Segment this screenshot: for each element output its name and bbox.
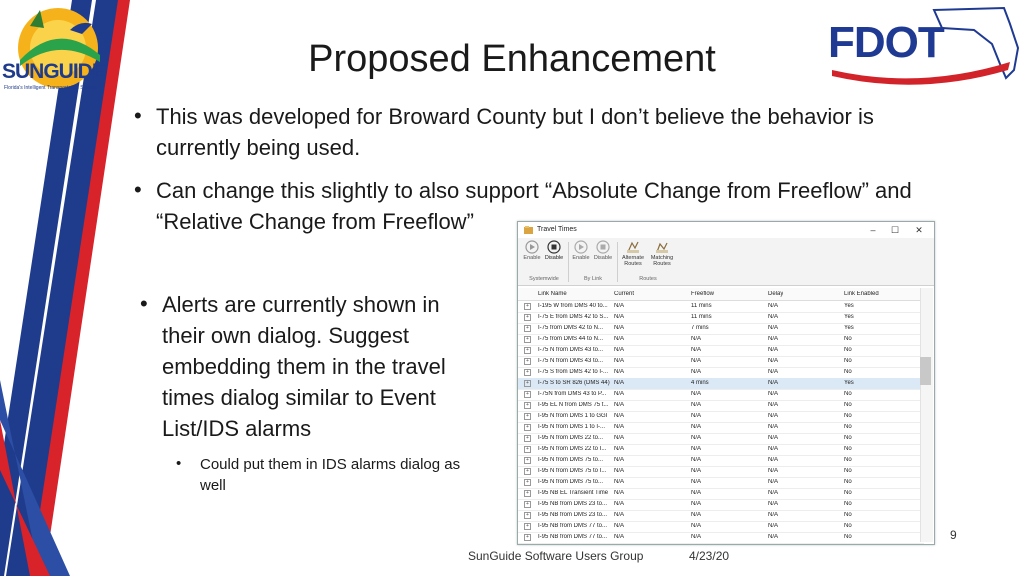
table-cell: I-75 N from DMS 43 to...: [538, 347, 604, 353]
table-cell: N/A: [691, 369, 702, 375]
expand-row-icon[interactable]: +: [524, 402, 531, 409]
table-cell: N/A: [614, 369, 625, 375]
table-cell: I-75 S to SR 826 (DMS 44): [538, 380, 610, 386]
table-cell: N/A: [691, 534, 702, 540]
table-cell: I-75 from DMS 42 to N...: [538, 325, 604, 331]
table-cell: No: [844, 391, 852, 397]
table-cell: N/A: [768, 534, 779, 540]
expand-row-icon[interactable]: +: [524, 369, 531, 376]
scrollbar-thumb[interactable]: [920, 357, 931, 385]
sunguide-logo-tagline: Florida's Intelligent Transportation System: [4, 85, 97, 91]
bullet-3: [140, 289, 482, 444]
table-cell: N/A: [614, 314, 625, 320]
table-cell: No: [844, 523, 852, 529]
table-cell: N/A: [691, 435, 702, 441]
table-cell: I-95 NB from DMS 77 to...: [538, 523, 608, 529]
ribbon-separator: [617, 242, 618, 282]
table-cell: N/A: [614, 435, 625, 441]
table-cell: N/A: [768, 380, 779, 386]
table-cell: I-95 N from DMS 75 to I...: [538, 468, 607, 474]
table-cell: N/A: [614, 534, 625, 540]
table-cell: N/A: [691, 402, 702, 408]
ribbon-group-by-link: By Link: [583, 276, 603, 282]
stop-icon: [547, 240, 561, 254]
table-row[interactable]: [518, 532, 924, 544]
table-cell: N/A: [691, 490, 702, 496]
table-cell: N/A: [691, 446, 702, 452]
ribbon-group-routes: Routes: [639, 276, 657, 282]
play-icon: [525, 240, 539, 254]
maximize-button[interactable]: ☐: [890, 225, 900, 235]
table-cell: Yes: [844, 325, 854, 331]
table-cell: No: [844, 457, 852, 463]
table-cell: I-95 N from DMS 75 to...: [538, 479, 604, 485]
table-cell: N/A: [691, 424, 702, 430]
bullet-1-text: This was developed for Broward County but I don’t believe the behavior is currently being used.: [156, 104, 874, 160]
column-header-link-name[interactable]: Link Name: [538, 291, 567, 297]
column-header-current[interactable]: Current: [614, 291, 635, 297]
table-cell: No: [844, 468, 852, 474]
sub-bullet: [176, 454, 490, 496]
expand-row-icon[interactable]: +: [524, 523, 531, 530]
expand-row-icon[interactable]: +: [524, 413, 531, 420]
table-cell: N/A: [614, 512, 625, 518]
table-cell: N/A: [768, 402, 779, 408]
expand-row-icon[interactable]: +: [524, 358, 531, 365]
table-cell: I-75N from DMS 43 to P...: [538, 391, 607, 397]
table-cell: N/A: [768, 468, 779, 474]
page-number: 9: [950, 528, 957, 542]
table-cell: N/A: [768, 457, 779, 463]
table-cell: No: [844, 490, 852, 496]
table-cell: 7 mins: [691, 325, 709, 331]
table-cell: N/A: [614, 358, 625, 364]
bylink-enable-button[interactable]: [569, 240, 593, 261]
column-header-link-enabled[interactable]: Link Enabled: [844, 291, 879, 297]
routes-icon: [655, 240, 669, 254]
expand-row-icon[interactable]: +: [524, 336, 531, 343]
close-button[interactable]: ✕: [915, 225, 923, 235]
grid-scrollbar[interactable]: [920, 288, 933, 542]
table-cell: N/A: [614, 468, 625, 474]
ribbon-button-label: Disable: [593, 255, 613, 261]
table-cell: No: [844, 424, 852, 430]
expand-row-icon[interactable]: +: [524, 490, 531, 497]
sunguide-logo-text: SUNGUIDE: [2, 60, 105, 83]
table-cell: No: [844, 413, 852, 419]
expand-row-icon[interactable]: +: [524, 435, 531, 442]
column-header-freeflow[interactable]: Freeflow: [691, 291, 715, 297]
bullet-dot: •: [176, 455, 182, 472]
table-cell: N/A: [691, 501, 702, 507]
table-cell: N/A: [614, 424, 625, 430]
table-cell: No: [844, 435, 852, 441]
table-cell: N/A: [768, 303, 779, 309]
bullet-1: [134, 101, 956, 163]
window-title: Travel Times: [537, 226, 577, 233]
expand-row-icon[interactable]: +: [524, 534, 531, 541]
table-cell: N/A: [768, 391, 779, 397]
fdot-logo-text: FDOT: [828, 18, 944, 67]
table-cell: N/A: [768, 446, 779, 452]
bylink-disable-button[interactable]: [591, 240, 615, 261]
table-cell: No: [844, 534, 852, 540]
bullet-2-text: Can change this slightly to also support “Absolute Change from Freeflow” and “Relative Change from Freeflow”: [156, 178, 912, 234]
table-cell: N/A: [691, 457, 702, 463]
app-icon: [524, 226, 533, 234]
table-cell: I-95 N from DMS 1 to I-...: [538, 424, 606, 430]
table-cell: Yes: [844, 303, 854, 309]
table-cell: No: [844, 501, 852, 507]
routes-icon: [626, 240, 640, 254]
table-cell: N/A: [691, 479, 702, 485]
bullet-dot: •: [134, 177, 142, 202]
table-cell: Yes: [844, 314, 854, 320]
table-cell: N/A: [691, 391, 702, 397]
slide-title: Proposed Enhancement: [308, 38, 716, 80]
table-cell: N/A: [768, 358, 779, 364]
table-cell: N/A: [614, 347, 625, 353]
alternate-routes-button[interactable]: [619, 240, 647, 267]
bullet-dot: •: [134, 103, 142, 128]
systemwide-disable-button[interactable]: [542, 240, 566, 261]
table-cell: I-75 S from DMS 42 to I-...: [538, 369, 609, 375]
expand-row-icon[interactable]: +: [524, 446, 531, 453]
bullet-3-text: Alerts are currently shown in their own dialog. Suggest embedding them in the travel times dialog similar to Event List/IDS alarms: [162, 292, 446, 441]
expand-row-icon[interactable]: +: [524, 501, 531, 508]
table-cell: I-95 NB from DMS 23 to...: [538, 501, 608, 507]
table-cell: N/A: [768, 523, 779, 529]
sub-bullet-text: Could put them in IDS alarms dialog as well: [200, 456, 461, 494]
table-cell: N/A: [768, 512, 779, 518]
table-cell: N/A: [614, 380, 625, 386]
expand-row-icon[interactable]: +: [524, 512, 531, 519]
matching-routes-button[interactable]: [648, 240, 676, 267]
table-cell: 11 mins: [691, 303, 712, 309]
table-cell: I-95 N from DMS 22 to I...: [538, 446, 607, 452]
grid-header: [518, 288, 924, 301]
table-cell: No: [844, 358, 852, 364]
table-cell: N/A: [768, 424, 779, 430]
ribbon-button-label: Enable: [523, 255, 541, 261]
expand-row-icon[interactable]: +: [524, 468, 531, 475]
expand-row-icon[interactable]: +: [524, 457, 531, 464]
footer-date: 4/23/20: [689, 549, 730, 563]
table-cell: N/A: [768, 479, 779, 485]
table-cell: No: [844, 512, 852, 518]
table-cell: I-195 W from DMS 40 to...: [538, 303, 608, 309]
table-cell: N/A: [691, 523, 702, 529]
expand-row-icon[interactable]: +: [524, 325, 531, 332]
table-cell: N/A: [691, 413, 702, 419]
table-cell: N/A: [614, 479, 625, 485]
table-cell: N/A: [614, 446, 625, 452]
table-cell: I-75 N from DMS 43 to...: [538, 358, 604, 364]
table-cell: N/A: [614, 402, 625, 408]
table-cell: N/A: [768, 336, 779, 342]
ribbon-button-label: Matching Routes: [650, 255, 674, 267]
table-cell: N/A: [768, 435, 779, 441]
table-cell: No: [844, 402, 852, 408]
stop-icon: [596, 240, 610, 254]
table-cell: N/A: [768, 413, 779, 419]
expand-row-icon[interactable]: +: [524, 380, 531, 387]
expand-row-icon[interactable]: +: [524, 391, 531, 398]
table-cell: N/A: [768, 369, 779, 375]
table-cell: I-75 from DMS 44 to N...: [538, 336, 604, 342]
table-cell: I-75 E from DMS 42 to S...: [538, 314, 609, 320]
table-cell: 4 mins: [691, 380, 709, 386]
table-cell: N/A: [691, 468, 702, 474]
table-cell: I-95 NB from DMS 77 to...: [538, 534, 608, 540]
table-cell: N/A: [691, 358, 702, 364]
table-cell: No: [844, 479, 852, 485]
table-cell: N/A: [768, 325, 779, 331]
bullet-dot: •: [140, 291, 148, 316]
table-cell: No: [844, 369, 852, 375]
table-cell: N/A: [691, 347, 702, 353]
table-cell: I-95 N from DMS 75 to...: [538, 457, 604, 463]
ribbon-button-label: Enable: [572, 255, 590, 261]
systemwide-enable-button[interactable]: [520, 240, 544, 261]
table-cell: N/A: [768, 501, 779, 507]
table-cell: N/A: [614, 303, 625, 309]
expand-row-icon[interactable]: +: [524, 424, 531, 431]
ribbon-group-systemwide: Systemwide: [529, 276, 559, 282]
table-cell: N/A: [691, 512, 702, 518]
table-cell: I-95 NB EL Transient Time: [538, 490, 609, 496]
table-cell: N/A: [768, 314, 779, 320]
table-cell: No: [844, 336, 852, 342]
play-icon: [574, 240, 588, 254]
expand-row-icon[interactable]: +: [524, 303, 531, 310]
ribbon-button-label: Alternate Routes: [621, 255, 644, 267]
ribbon-toolbar: [518, 238, 934, 286]
table-cell: N/A: [691, 336, 702, 342]
travel-times-grid: [518, 288, 934, 544]
expand-row-icon[interactable]: +: [524, 314, 531, 321]
table-cell: No: [844, 446, 852, 452]
travel-times-window: [517, 221, 935, 545]
table-cell: N/A: [768, 490, 779, 496]
column-header-delay[interactable]: Delay: [768, 291, 784, 297]
window-titlebar[interactable]: [518, 222, 934, 238]
table-cell: N/A: [614, 523, 625, 529]
table-cell: I-95 N from DMS 22 to...: [538, 435, 604, 441]
expand-row-icon[interactable]: +: [524, 479, 531, 486]
table-cell: I-95 N from DMS 1 to GGI: [538, 413, 608, 419]
expand-row-icon[interactable]: +: [524, 347, 531, 354]
table-cell: N/A: [614, 325, 625, 331]
table-cell: I-95 EL N from DMS 75 t...: [538, 402, 609, 408]
table-cell: N/A: [614, 391, 625, 397]
table-cell: N/A: [614, 501, 625, 507]
minimize-button[interactable]: –: [870, 225, 876, 235]
table-cell: No: [844, 347, 852, 353]
table-cell: N/A: [614, 336, 625, 342]
table-cell: I-95 NB from DMS 23 to...: [538, 512, 608, 518]
table-cell: 11 mins: [691, 314, 712, 320]
footer-group-name: SunGuide Software Users Group: [468, 549, 644, 563]
table-cell: Yes: [844, 380, 854, 386]
ribbon-button-label: Disable: [544, 255, 564, 261]
table-cell: N/A: [614, 490, 625, 496]
table-cell: N/A: [614, 457, 625, 463]
table-cell: N/A: [614, 413, 625, 419]
table-cell: N/A: [768, 347, 779, 353]
